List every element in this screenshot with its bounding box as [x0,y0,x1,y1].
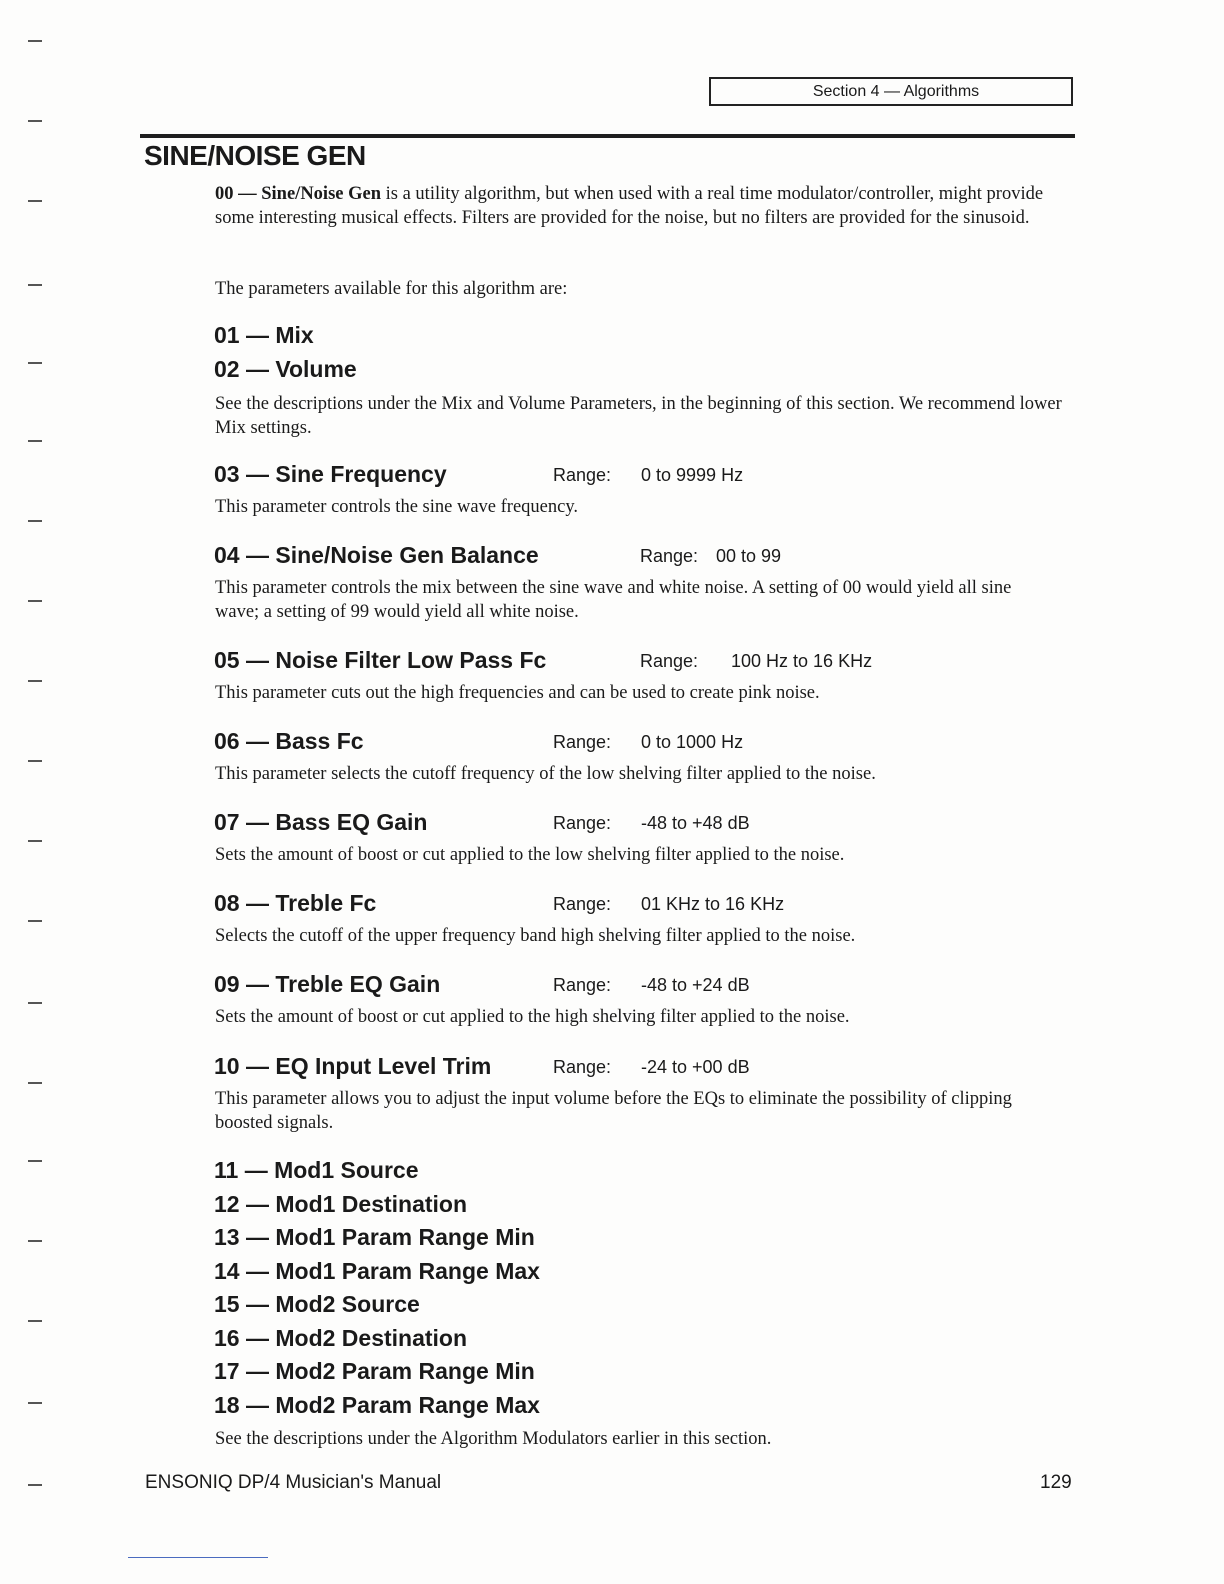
param-heading-18: 18 — Mod2 Param Range Max [214,1392,540,1418]
param-description-03: This parameter controls the sine wave frequency. [215,497,578,517]
param-heading-05: 05 — Noise Filter Low Pass Fc [214,647,547,673]
param-description-08: Selects the cutoff of the upper frequency band high shelving filter applied to the noise. [215,926,856,946]
range-label-10: Range: [553,1057,612,1077]
range-value-05: 100 Hz to 16 KHz [731,651,873,671]
scan-edge-line [128,1557,268,1558]
mix-volume-description: See the descriptions under the Mix and Volume Parameters, in the beginning of this section. We recommend lower Mix settings. [215,394,1062,438]
page-title: SINE/NOISE GEN [144,140,366,171]
param-description-07: Sets the amount of boost or cut applied to the low shelving filter applied to the noise. [215,845,845,865]
intro-paragraph [215,182,1055,230]
param-heading-mix: 01 — Mix [214,322,314,348]
param-heading-17: 17 — Mod2 Param Range Min [214,1358,535,1384]
param-description-09: Sets the amount of boost or cut applied to the high shelving filter applied to the noise. [215,1007,850,1027]
param-heading-07: 07 — Bass EQ Gain [214,809,428,835]
range-label-06: Range: [553,732,612,752]
range-label-09: Range: [553,975,612,995]
param-heading-11: 11 — Mod1 Source [214,1157,419,1183]
title-rule [140,134,1075,138]
range-value-10: -24 to +00 dB [641,1057,750,1077]
param-heading-04: 04 — Sine/Noise Gen Balance [214,542,539,568]
page-number: 129 [1040,1472,1072,1493]
footer-manual-title: ENSONIQ DP/4 Musician's Manual [145,1472,442,1493]
param-heading-03: 03 — Sine Frequency [214,461,447,487]
intro-text: is a utility algorithm, but when used with a real time modulator/controller, might provide some interesting musical effects. Filters are provided for the noise, but no filters are provided for the sinusoid. [215,184,1044,228]
intro-lead: 00 — Sine/Noise Gen [215,184,381,204]
range-value-06: 0 to 1000 Hz [641,732,744,752]
param-description-10: This parameter allows you to adjust the input volume before the EQs to eliminate the possibility of clipping boosted signals. [215,1089,1012,1133]
param-description-05: This parameter cuts out the high frequencies and can be used to create pink noise. [215,683,820,703]
range-value-09: -48 to +24 dB [641,975,750,995]
binder-edge-marks [0,0,50,1584]
range-value-04: 00 to 99 [716,546,782,566]
range-label-04: Range: [640,546,699,566]
params-intro: The parameters available for this algorithm are: [215,279,568,299]
range-label-07: Range: [553,813,612,833]
range-value-07: -48 to +48 dB [641,813,750,833]
range-label-05: Range: [640,651,699,671]
range-label-08: Range: [553,894,612,914]
range-value-03: 0 to 9999 Hz [641,465,744,485]
param-heading-14: 14 — Mod1 Param Range Max [214,1258,540,1284]
param-heading-volume: 02 — Volume [214,356,357,382]
param-heading-16: 16 — Mod2 Destination [214,1325,468,1351]
range-value-08: 01 KHz to 16 KHz [641,894,785,914]
param-description-04: This parameter controls the mix between the sine wave and white noise. A setting of 00 would yield all sine wave; a setting of 99 would yield all white noise. [215,578,1012,622]
section-header: Section 4 — Algorithms [709,77,1073,106]
param-heading-10: 10 — EQ Input Level Trim [214,1053,492,1079]
param-heading-15: 15 — Mod2 Source [214,1291,420,1317]
param-heading-13: 13 — Mod1 Param Range Min [214,1224,535,1250]
param-description-06: This parameter selects the cutoff frequency of the low shelving filter applied to the noise. [215,764,876,784]
range-label-03: Range: [553,465,612,485]
param-heading-09: 09 — Treble EQ Gain [214,971,441,997]
modulators-description: See the descriptions under the Algorithm Modulators earlier in this section. [215,1429,772,1449]
param-heading-06: 06 — Bass Fc [214,728,364,754]
param-heading-08: 08 — Treble Fc [214,890,377,916]
param-heading-12: 12 — Mod1 Destination [214,1191,468,1217]
